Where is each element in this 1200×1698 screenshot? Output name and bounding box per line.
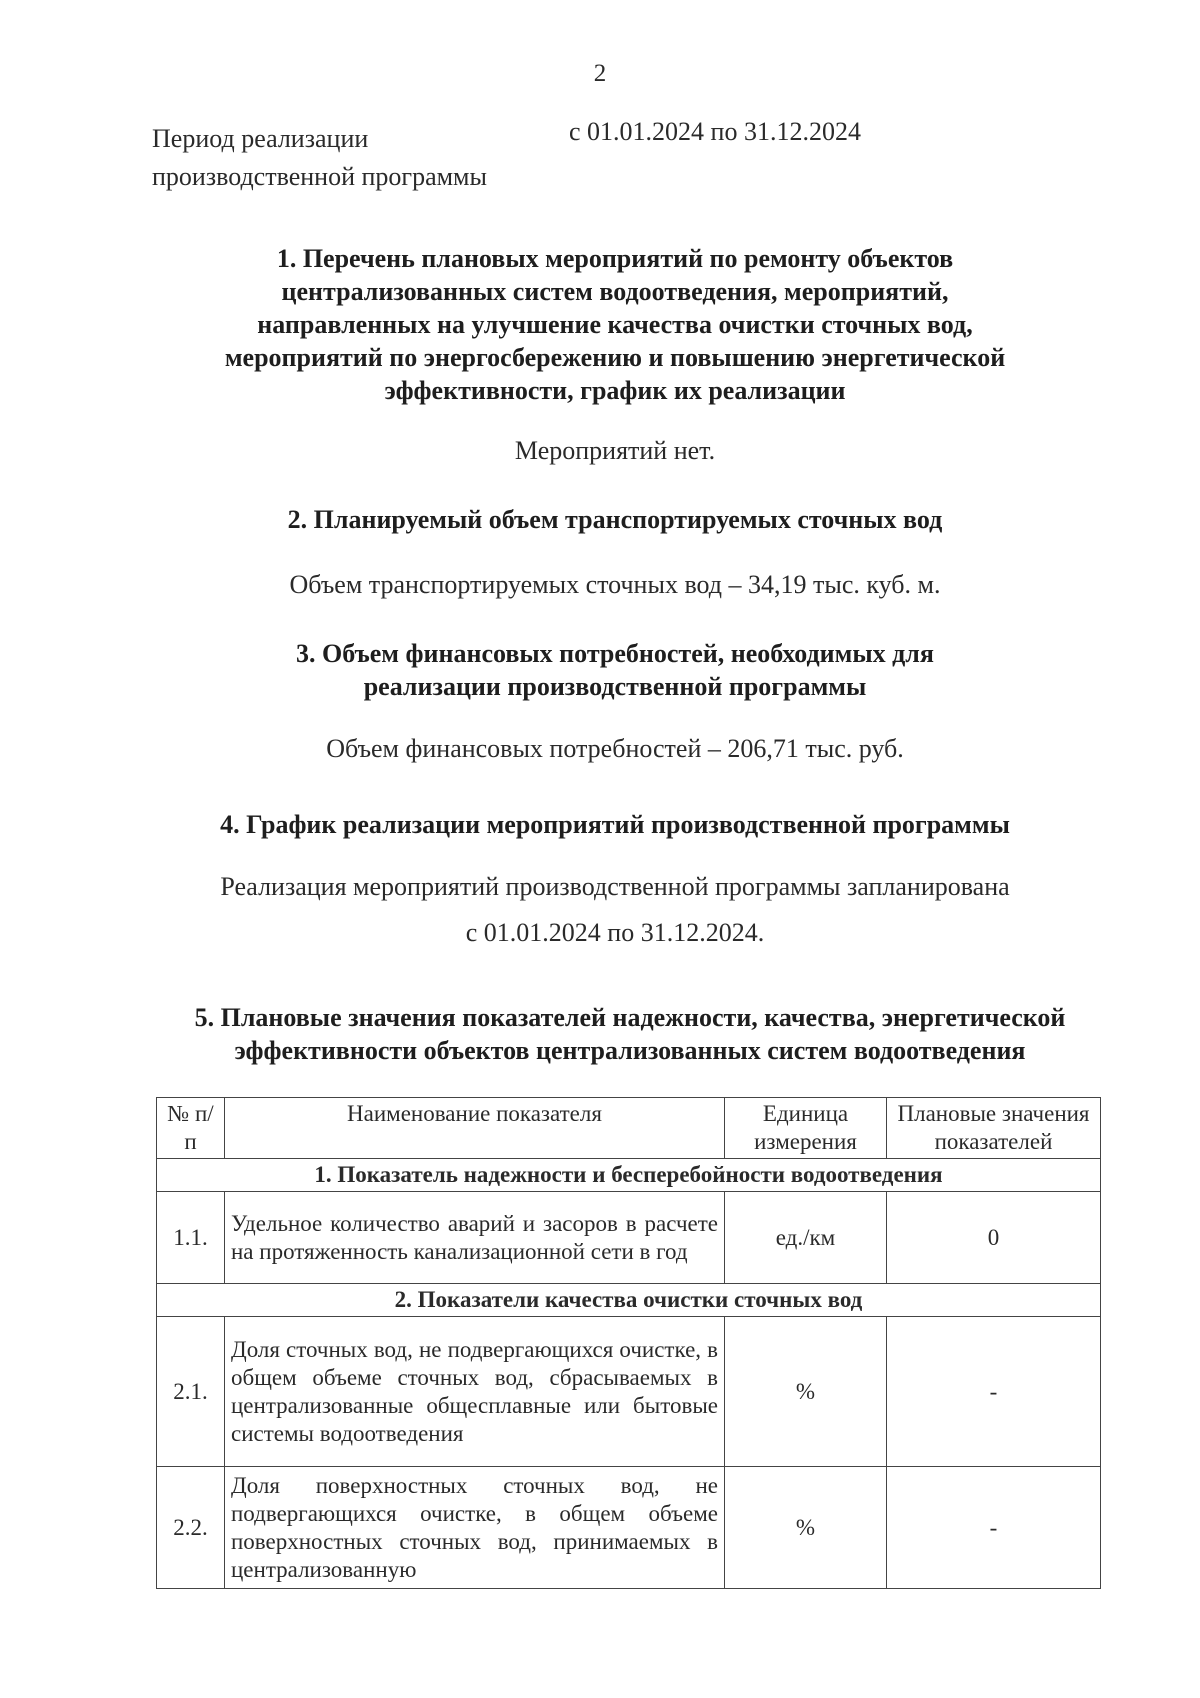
group-title: 1. Показатель надежности и бесперебойности водоотведения: [157, 1159, 1101, 1192]
heading-line: эффективности объектов централизованных систем водоотведения: [234, 1036, 1026, 1065]
heading-line: реализации производственной программы: [363, 672, 867, 701]
section1-text: Мероприятий нет.: [514, 436, 716, 465]
section4-text-line: Реализация мероприятий производственной программы запланирована: [220, 872, 1010, 901]
table-header-row: [157, 1098, 1101, 1159]
page-number: 2: [593, 60, 607, 87]
header-num: № п/п: [157, 1098, 225, 1159]
row-name: Доля поверхностных сточных вод, не подвергающихся очистке, в общем объеме поверхностных сточных вод, принимаемых в централизованную: [225, 1467, 725, 1589]
row-value: -: [887, 1467, 1101, 1589]
period-label-line: Период реализации: [152, 124, 369, 153]
table-row: [157, 1317, 1101, 1467]
section3-heading: [130, 637, 1100, 703]
heading-line: 5. Плановые значения показателей надежности, качества, энергетической: [194, 1003, 1066, 1032]
row-num: 2.2.: [157, 1467, 225, 1589]
table-row: [157, 1467, 1101, 1589]
row-unit: ед./км: [725, 1192, 887, 1284]
section4-text-line: с 01.01.2024 по 31.12.2024.: [465, 918, 765, 947]
section2-heading: 2. Планируемый объем транспортируемых сточных вод: [287, 505, 943, 534]
table-row: [157, 1192, 1101, 1284]
header-name: Наименование показателя: [225, 1098, 725, 1159]
row-num: 1.1.: [157, 1192, 225, 1284]
row-value: -: [887, 1317, 1101, 1467]
row-name: Удельное количество аварий и засоров в расчете на протяженность канализационной сети в год: [225, 1192, 725, 1284]
section2-text: Объем транспортируемых сточных вод – 34,19 тыс. куб. м.: [289, 570, 941, 599]
table-group-row: [157, 1284, 1101, 1317]
table-group-row: [157, 1159, 1101, 1192]
header-value: Плановые значения показателей: [887, 1098, 1101, 1159]
period-label: [152, 120, 572, 196]
heading-line: 1. Перечень плановых мероприятий по ремонту объектов: [276, 244, 954, 273]
section3-text: Объем финансовых потребностей – 206,71 тыс. руб.: [326, 734, 904, 763]
row-unit: %: [725, 1467, 887, 1589]
section5-heading: [140, 1001, 1120, 1067]
heading-line: эффективности, график их реализации: [384, 376, 846, 405]
heading-line: централизованных систем водоотведения, мероприятий,: [281, 277, 949, 306]
row-name: Доля сточных вод, не подвергающихся очистке, в общем объеме сточных вод, сбрасываемых в централизованные общесплавные или бытовые системы водоотведения: [225, 1317, 725, 1467]
indicators-table: [156, 1097, 1101, 1589]
heading-line: мероприятий по энергосбережению и повышению энергетической: [224, 343, 1006, 372]
group-title: 2. Показатели качества очистки сточных вод: [157, 1284, 1101, 1317]
row-value: 0: [887, 1192, 1101, 1284]
heading-line: направленных на улучшение качества очистки сточных вод,: [257, 310, 973, 339]
row-num: 2.1.: [157, 1317, 225, 1467]
section4-text: [130, 867, 1100, 953]
section4-heading: 4. График реализации мероприятий производственной программы: [220, 810, 1010, 839]
row-unit: %: [725, 1317, 887, 1467]
period-value: с 01.01.2024 по 31.12.2024: [569, 117, 861, 146]
section1-heading: [130, 242, 1100, 407]
heading-line: 3. Объем финансовых потребностей, необходимых для: [296, 639, 934, 668]
header-unit: Единица измерения: [725, 1098, 887, 1159]
period-label-line: производственной программы: [152, 162, 487, 191]
